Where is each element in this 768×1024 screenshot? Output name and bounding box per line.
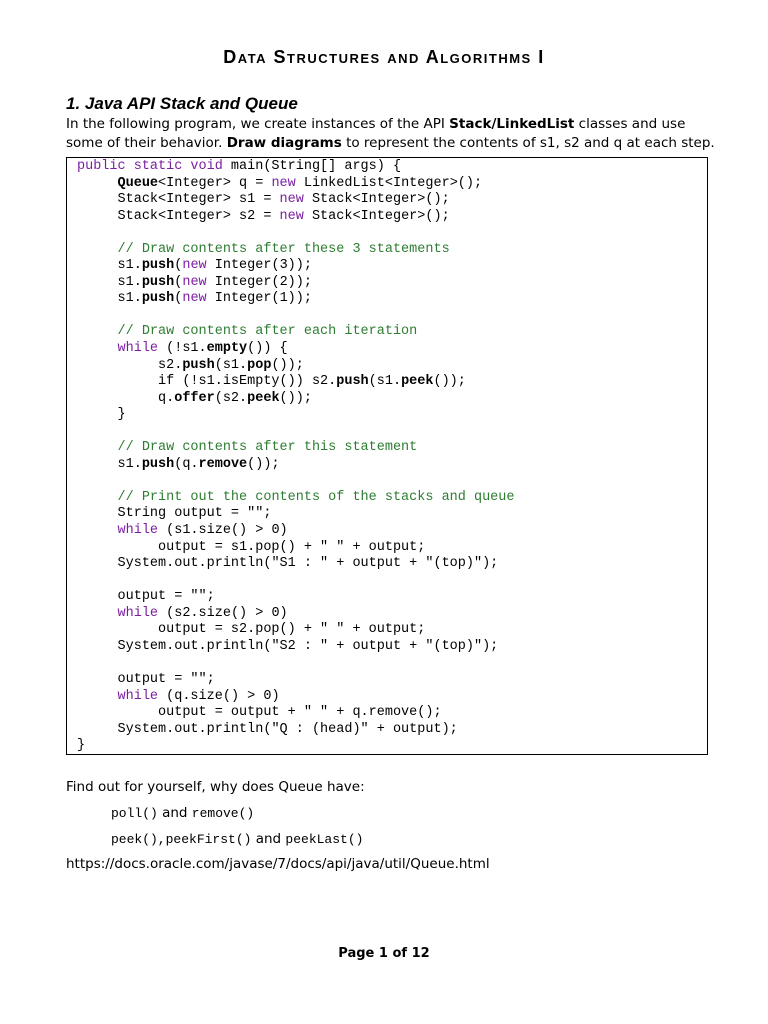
code-line-12: if (!s1.isEmpty()) s2.push(s1.peek()); — [158, 374, 466, 390]
code-line-3: Stack<Integer> s1 = new Stack<Integer>(); — [117, 192, 450, 208]
code-line-18: String output = ""; — [117, 506, 272, 522]
code-line-27: while (q.size() > 0) — [117, 688, 280, 704]
reference-url[interactable]: https://docs.oracle.com/javase/7/docs/api/java/util/Queue.html — [66, 856, 490, 872]
code-line-13: q.offer(s2.peek()); — [158, 390, 312, 406]
intro-paragraph: In the following program, we create instances of the API Stack/LinkedList classes and use some of their behavior. Draw diagrams to represent the contents of s1, s2 and q at each step. — [66, 116, 715, 151]
code-line-25: System.out.println("S2 : " + output + "(top)"); — [117, 638, 499, 654]
code-line-4: Stack<Integer> s2 = new Stack<Integer>(); — [117, 208, 450, 224]
code-line-10: while (!s1.empty()) { — [117, 341, 288, 357]
code-line-28: output = output + " " + q.remove(); — [158, 705, 442, 721]
code-line-26: output = ""; — [117, 671, 215, 687]
page-footer: Page 1 of 12 — [338, 946, 430, 961]
code-line-7: s1.push(new Integer(2)); — [117, 274, 312, 290]
code-line-29: System.out.println("Q : (head)" + output); — [117, 721, 458, 737]
code-line-19: while (s1.size() > 0) — [117, 523, 288, 539]
method-pair-1: poll() and remove() — [111, 805, 255, 821]
question-text: Find out for yourself, why does Queue have: — [66, 779, 365, 795]
code-comment-2: // Draw contents after each iteration — [117, 324, 418, 340]
code-comment-1: // Draw contents after these 3 statements — [117, 241, 450, 257]
code-line-14: } — [117, 407, 126, 423]
code-line-16: s1.push(q.remove()); — [117, 456, 280, 472]
section-heading: 1. Java API Stack and Queue — [66, 94, 298, 113]
code-line-20: output = s1.pop() + " " + output; — [158, 539, 426, 555]
code-line-2: Queue<Integer> q = new LinkedList<Integer>(); — [117, 175, 483, 191]
document-title: Data Structures and Algorithms I — [223, 47, 545, 67]
code-line-23: while (s2.size() > 0) — [117, 605, 288, 621]
code-line-22: output = ""; — [117, 589, 215, 605]
code-comment-4: // Print out the contents of the stacks and queue — [117, 489, 515, 505]
code-line-6: s1.push(new Integer(3)); — [117, 258, 312, 274]
code-line-24: output = s2.pop() + " " + output; — [158, 622, 426, 638]
method-pair-2: peek(),peekFirst() and peekLast() — [111, 831, 364, 847]
code-line-21: System.out.println("S1 : " + output + "(top)"); — [117, 556, 499, 572]
code-comment-3: // Draw contents after this statement — [117, 440, 418, 456]
code-line-30: } — [77, 738, 86, 754]
code-line-8: s1.push(new Integer(1)); — [117, 291, 312, 307]
code-line-11: s2.push(s1.pop()); — [158, 357, 304, 373]
code-listing — [77, 159, 514, 755]
code-line-1: public static void main(String[] args) { — [77, 159, 402, 174]
